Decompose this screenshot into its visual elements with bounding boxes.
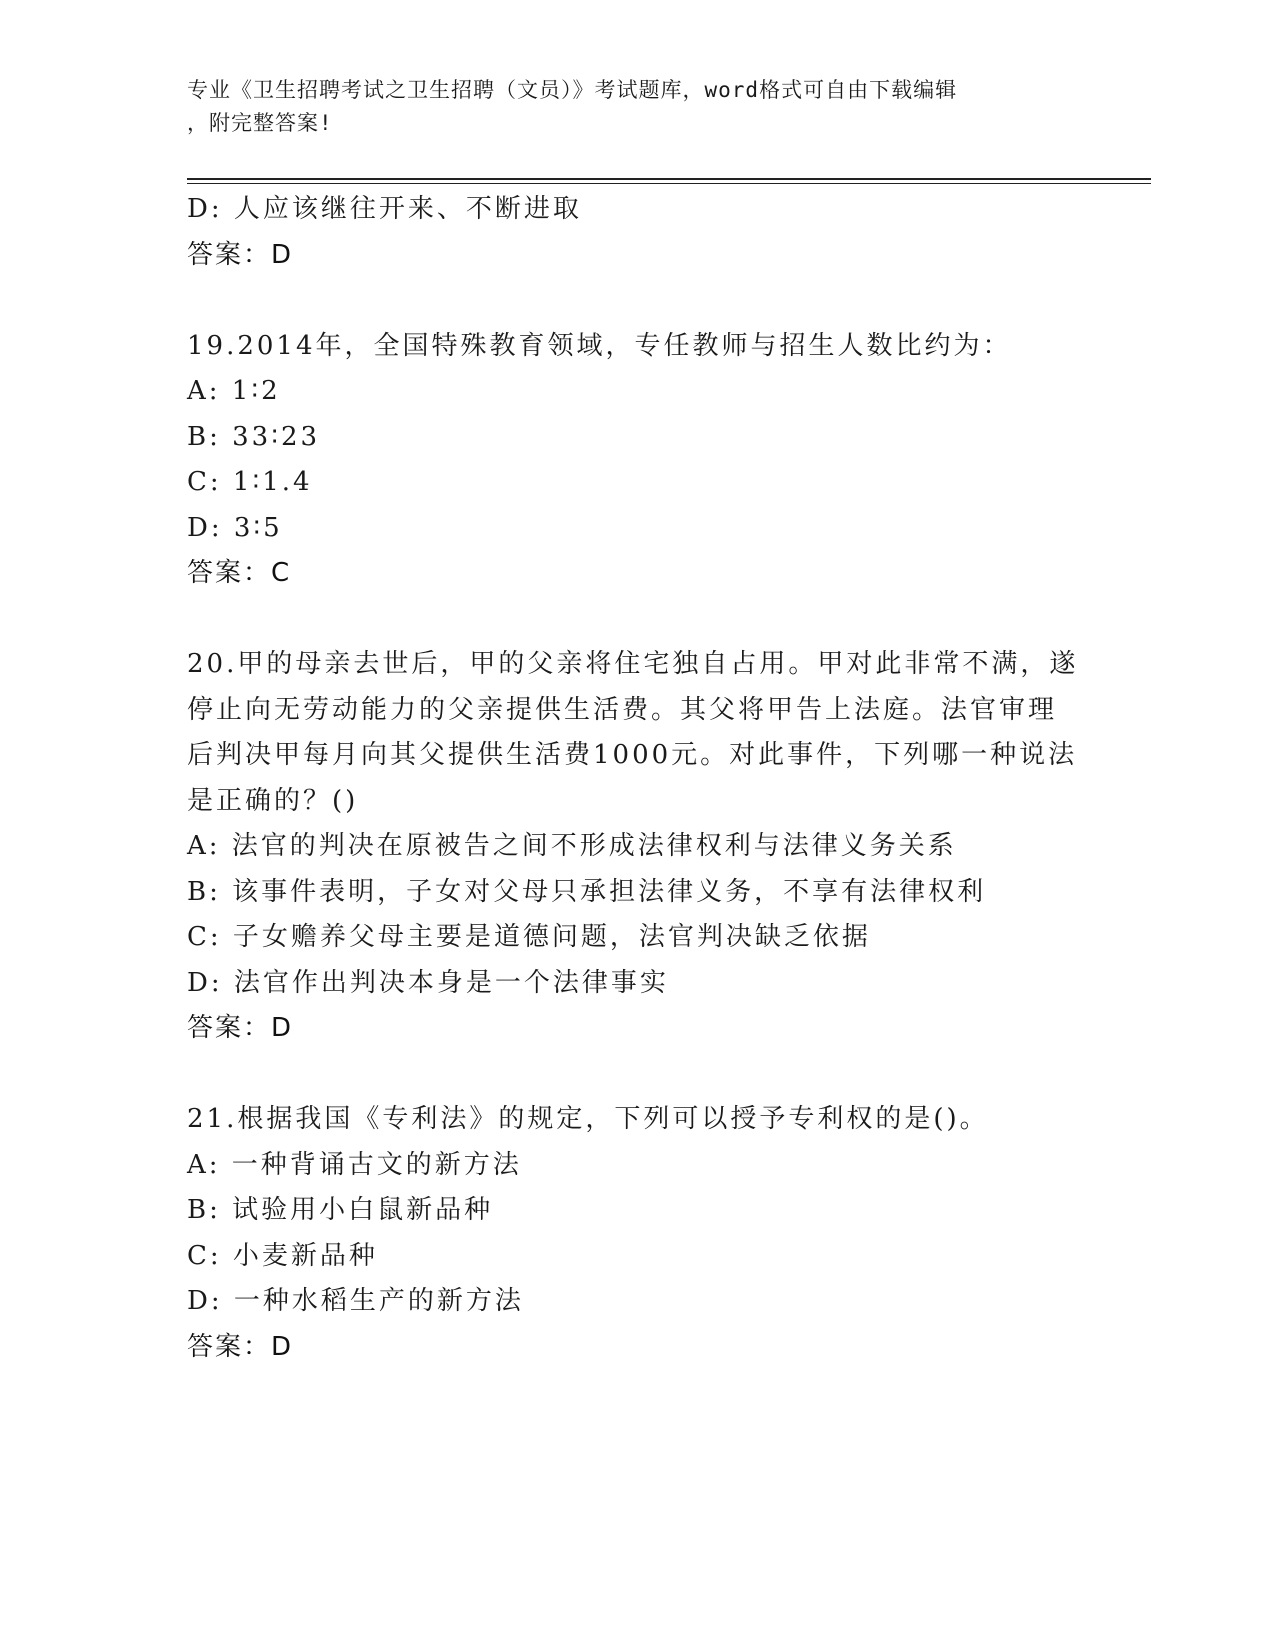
- question-18-tail: [187, 187, 1087, 278]
- spacer: [187, 1052, 1087, 1098]
- answer-line: 答案：D: [187, 239, 294, 270]
- spacer: [187, 278, 1087, 324]
- option-c: C: 小麦新品种: [187, 1240, 378, 1271]
- question-stem-line-1: 20.甲的母亲去世后，甲的父亲将住宅独自占用。甲对此非常不满，遂: [187, 649, 1079, 679]
- option-a: A: 一种背诵古文的新方法: [187, 1149, 522, 1180]
- answer-line: 答案：D: [187, 1331, 294, 1362]
- question-stem-line-3: 后判决甲每月向其父提供生活费1000元。对此事件，下列哪一种说法: [187, 740, 1078, 770]
- document-body: [187, 187, 1087, 1370]
- answer-line: 答案：D: [187, 1013, 294, 1043]
- option-c: C: 1∶1.4: [187, 467, 313, 497]
- header-line-2: ，附完整答案!: [187, 111, 333, 135]
- question-21: [187, 1097, 1087, 1370]
- question-19: [187, 324, 1087, 597]
- question-20: [187, 642, 1087, 1052]
- document-header: [187, 74, 1067, 140]
- option-b: B: 33∶23: [187, 421, 321, 452]
- option-d: D: 一种水稻生产的新方法: [187, 1286, 524, 1316]
- option-b: B: 试验用小白鼠新品种: [187, 1195, 494, 1225]
- option-a: A: 法官的判决在原被告之间不形成法律权利与法律义务关系: [187, 831, 957, 861]
- answer-line: 答案：C: [187, 558, 292, 588]
- option-d: D: 法官作出判决本身是一个法律事实: [187, 967, 669, 998]
- option-c: C: 子女赡养父母主要是道德问题，法官判决缺乏依据: [187, 922, 871, 952]
- header-line-1: 专业《卫生招聘考试之卫生招聘（文员）》考试题库，word格式可自由下载编辑: [187, 78, 958, 102]
- option-b: B: 该事件表明，子女对父母只承担法律义务，不享有法律权利: [187, 876, 987, 907]
- question-stem: 19.2014年，全国特殊教育领域，专任教师与招生人数比约为：: [187, 330, 1012, 361]
- question-stem-line-2: 停止向无劳动能力的父亲提供生活费。其父将甲告上法庭。法官审理: [187, 694, 1058, 725]
- option-d: D: 3∶5: [187, 512, 283, 543]
- option-d: D: 人应该继往开来、不断进取: [187, 194, 582, 224]
- header-divider-thick: [187, 178, 1151, 180]
- question-stem-line-4: 是正确的？(): [187, 785, 359, 816]
- header-divider-thin: [187, 183, 1151, 184]
- option-a: A: 1∶2: [187, 376, 281, 406]
- question-stem: 21.根据我国《专利法》的规定，下列可以授予专利权的是()。: [187, 1104, 989, 1134]
- spacer: [187, 597, 1087, 643]
